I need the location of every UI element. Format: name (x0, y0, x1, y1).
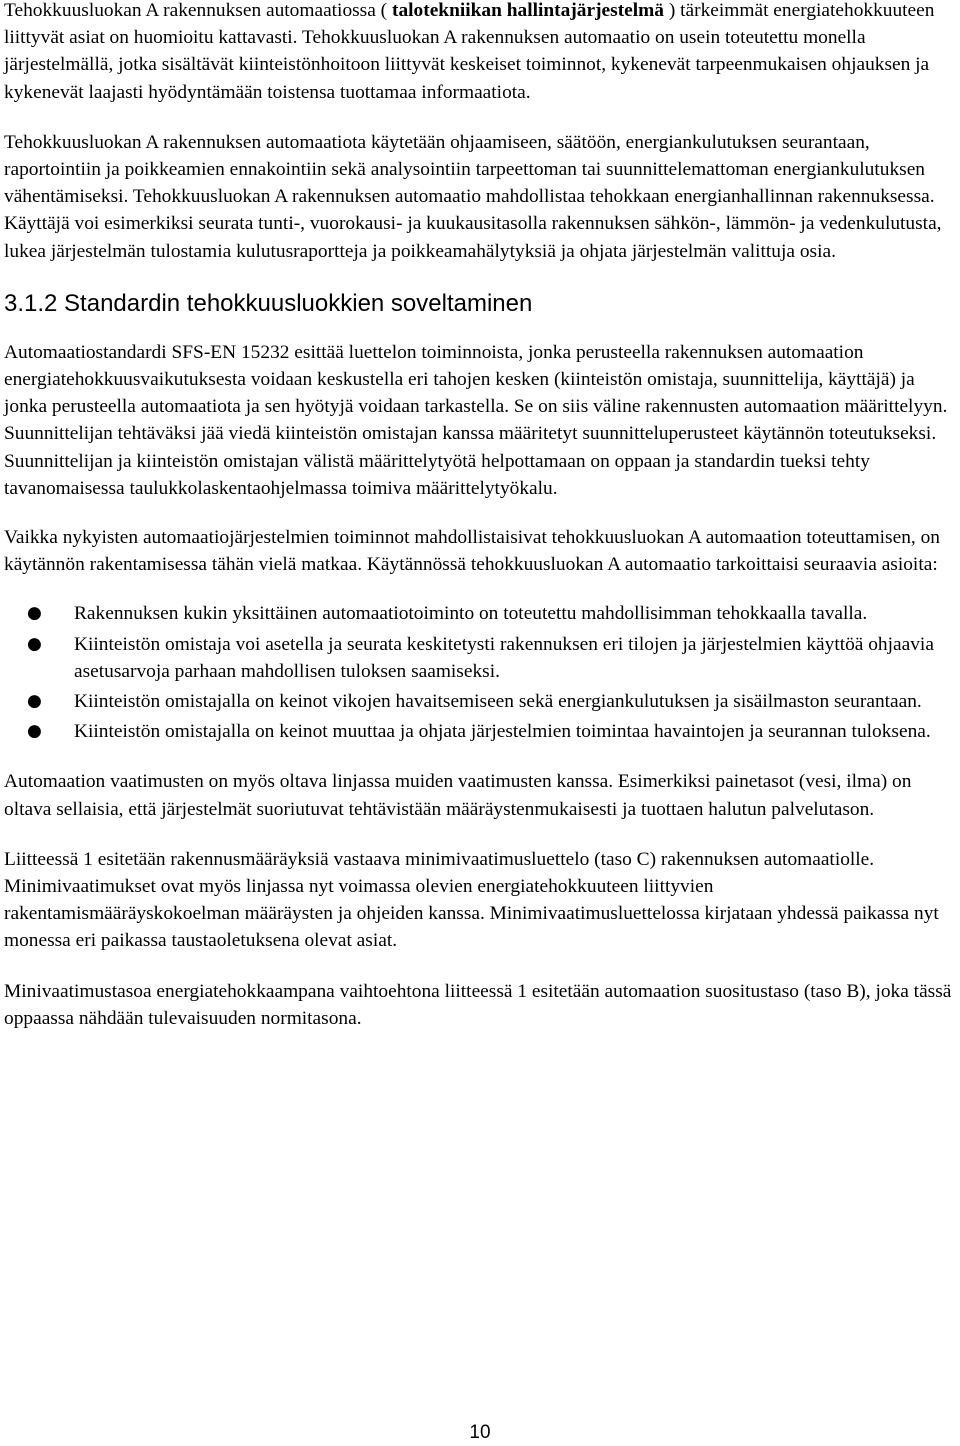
requirements-list (4, 600, 954, 745)
list-item (4, 600, 954, 627)
paragraph-appendix-minimum: Liitteessä 1 esitetään rakennusmääräyksiä vastaava minimivaatimusluettelo (taso C) rakennuksen automaatiolle. Minimivaatimukset ovat myös linjassa nyt voimassa olevien energiatehokkuuteen liittyvien rakentamismääräyskokoelman määräysten ja ohjeiden kanssa. Minimivaatimusluettelossa kirjataan yhdessä paikassa nyt monessa eri paikassa taustaoletuksena olevat asiat. (4, 848, 939, 952)
list-item-text: Kiinteistön omistaja voi asetella ja seurata keskitetysti rakennuksen eri tilojen ja järjestelmien käyttöä ohjaavia asetusarvoja parhaan mahdollisen tuloksen saamiseksi. (74, 633, 934, 682)
list-item (4, 718, 954, 745)
paragraph-rest-text: ) tärkeimmät energiatehokkuuteen liittyvät asiat on huomioitu kattavasti. Tehokkuusluokan A rakennuksen automaatio on usein toteutettu monella järjestelmällä, jotka sisältävät kiinteistönhoitoon liittyvät keskeiset toiminnot, kykenevät tarpeenmukaisen ohjauksen ja kykenevät laajasti hyödyntämään toistensa tuottamaa informaatiota. (4, 0, 935, 103)
bullet-icon: ● (27, 691, 42, 712)
paragraph-appendix-recommended: Minivaatimustasoa energiatehokkaampana vaihtoehtona liitteessä 1 esitetään automaation suositustaso (taso B), joka tässä oppaassa nähdään tulevaisuuden normitasona. (4, 980, 952, 1029)
section-heading: 3.1.2 Standardin tehokkuusluokkien soveltaminen (4, 289, 533, 317)
list-item-text: Kiinteistön omistajalla on keinot muuttaa ja ohjata järjestelmien toimintaa havaintojen ja seurannan tuloksena. (74, 721, 931, 743)
bold-term: talotekniikan hallintajärjestelmä (392, 0, 664, 21)
paragraph-lead-text: Tehokkuusluokan A rakennuksen automaatiossa ( (4, 0, 392, 21)
document-page (4, 0, 954, 1032)
page-number: 10 (469, 1422, 491, 1443)
bullet-icon: ● (27, 721, 42, 742)
paragraph-standard-description: Automaatiostandardi SFS-EN 15232 esittää luettelon toiminnoista, jonka perusteella rakennuksen automaation energiatehokkuusvaikutuksesta voidaan keskustella eri tahojen kesken (kiinteistön omistaja, suunnittelija, käyttäjä) ja jonka perusteella automaatiota ja sen hyötyjä voidaan tarkastella. Se on siis väline rakennusten automaation määrittelyyn. Suunnittelijan tehtäväksi jää viedä kiinteistön omistajan kanssa määritetyt suunnitteluperusteet käytännön toteutukseksi. Suunnittelijan ja kiinteistön omistajan välistä määrittelytyötä helpottamaan on oppaan ja standardin tueksi tehty tavanomaisessa taulukkolaskentaohjelmassa toimiva määrittelytyökalu. (4, 341, 948, 499)
list-item-text: Kiinteistön omistajalla on keinot vikojen havaitsemiseen sekä energiankulutuksen ja sisäilmaston seurantaan. (74, 691, 922, 713)
list-item (4, 631, 954, 685)
bullet-icon: ● (27, 603, 42, 624)
paragraph-automation-overview (4, 0, 954, 106)
list-item (4, 688, 954, 715)
paragraph-current-systems: Vaikka nykyisten automaatiojärjestelmien toiminnot mahdollistaisivat tehokkuusluokan A automaation toteuttamisen, on käytännön rakentamisessa tähän vielä matkaa. Käytännössä tehokkuusluokan A automaatio tarkoittaisi seuraavia asioita: (4, 527, 940, 576)
list-item-text: Rakennuksen kukin yksittäinen automaatiotoiminto on toteutettu mahdollisimman tehokkaalla tavalla. (74, 603, 868, 625)
bullet-icon: ● (27, 633, 42, 654)
paragraph-automation-usage: Tehokkuusluokan A rakennuksen automaatiota käytetään ohjaamiseen, säätöön, energiankulutuksen seurantaan, raportointiin ja poikkeamien ennakointiin sekä analysointiin tarpeettoman tai suunnittelemattoman energiankulutuksen vähentämiseksi. Tehokkuusluokan A rakennuksen automaatio mahdollistaa tehokkaan energianhallinnan rakennuksessa. Käyttäjä voi esimerkiksi seurata tunti-, vuorokausi- ja kuukausitasolla rakennuksen sähkön-, lämmön- ja vedenkulutusta, lukea järjestelmän tulostamia kulutusraportteja ja poikkeamahälytyksiä ja ohjata järjestelmän valittuja osia. (4, 131, 942, 262)
paragraph-requirements-alignment: Automaation vaatimusten on myös oltava linjassa muiden vaatimusten kanssa. Esimerkiksi painetasot (vesi, ilma) on oltava sellaisia, että järjestelmät suoriutuvat tehtävistään määräystenmukaisesti ja tuottaen halutun palvelutason. (4, 771, 912, 820)
